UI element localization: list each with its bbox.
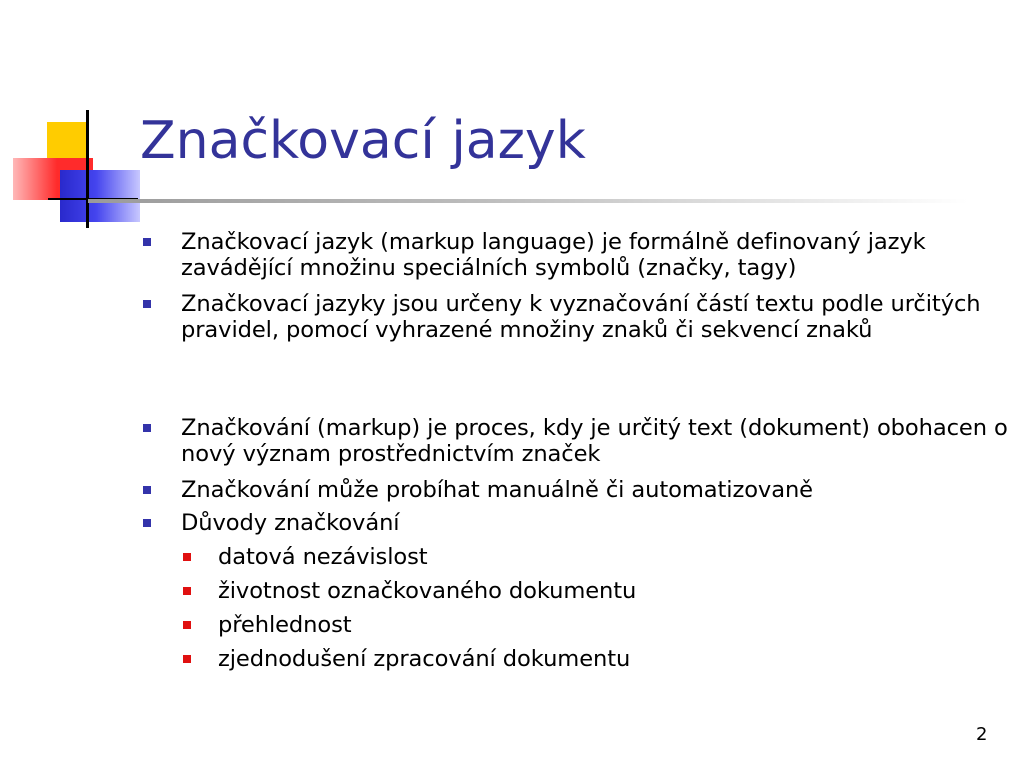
bullet-text: Značkovací jazyky jsou určeny k vyznačování částí textu podle určitých pravidel, pomocí vyhrazené množiny znaků či sekvencí znaků — [181, 291, 981, 343]
sub-bullet-item — [218, 612, 978, 638]
square-bullet-icon — [183, 655, 191, 663]
bullet-text: Značkovací jazyk (markup language) je formálně definovaný jazyk zavádějící množinu speciálních symbolů (značky, tagy) — [181, 229, 926, 281]
square-bullet-icon — [143, 486, 151, 494]
sub-bullet-item — [218, 578, 978, 604]
decorative-logo — [0, 0, 150, 240]
bullet-item — [181, 415, 1011, 467]
logo-vertical-line — [86, 110, 89, 228]
square-bullet-icon — [183, 587, 191, 595]
square-bullet-icon — [143, 424, 151, 432]
page-number: 2 — [976, 724, 988, 745]
sub-bullet-text: zjednodušení zpracování dokumentu — [218, 646, 631, 672]
bullet-item — [181, 229, 1011, 281]
bullet-item — [181, 510, 1011, 536]
sub-bullet-item — [218, 646, 978, 672]
sub-bullet-text: přehlednost — [218, 612, 352, 638]
square-bullet-icon — [143, 519, 151, 527]
sub-bullet-item — [218, 544, 978, 570]
slide-title: Značkovací jazyk — [140, 111, 586, 171]
sub-bullet-text: datová nezávislost — [218, 544, 428, 570]
bullet-item — [181, 477, 1011, 503]
square-bullet-icon — [143, 238, 151, 246]
title-underline — [88, 199, 968, 203]
bullet-text: Značkování může probíhat manuálně či automatizovaně — [181, 477, 813, 503]
sub-bullet-text: životnost označkovaného dokumentu — [218, 578, 637, 604]
logo-blue-square — [60, 170, 140, 222]
square-bullet-icon — [183, 621, 191, 629]
bullet-item — [181, 291, 1011, 343]
square-bullet-icon — [183, 553, 191, 561]
bullet-text: Značkování (markup) je proces, kdy je určitý text (dokument) obohacen o nový význam prostřednictvím značek — [181, 415, 1008, 467]
square-bullet-icon — [143, 300, 151, 308]
bullet-text: Důvody značkování — [181, 510, 400, 536]
